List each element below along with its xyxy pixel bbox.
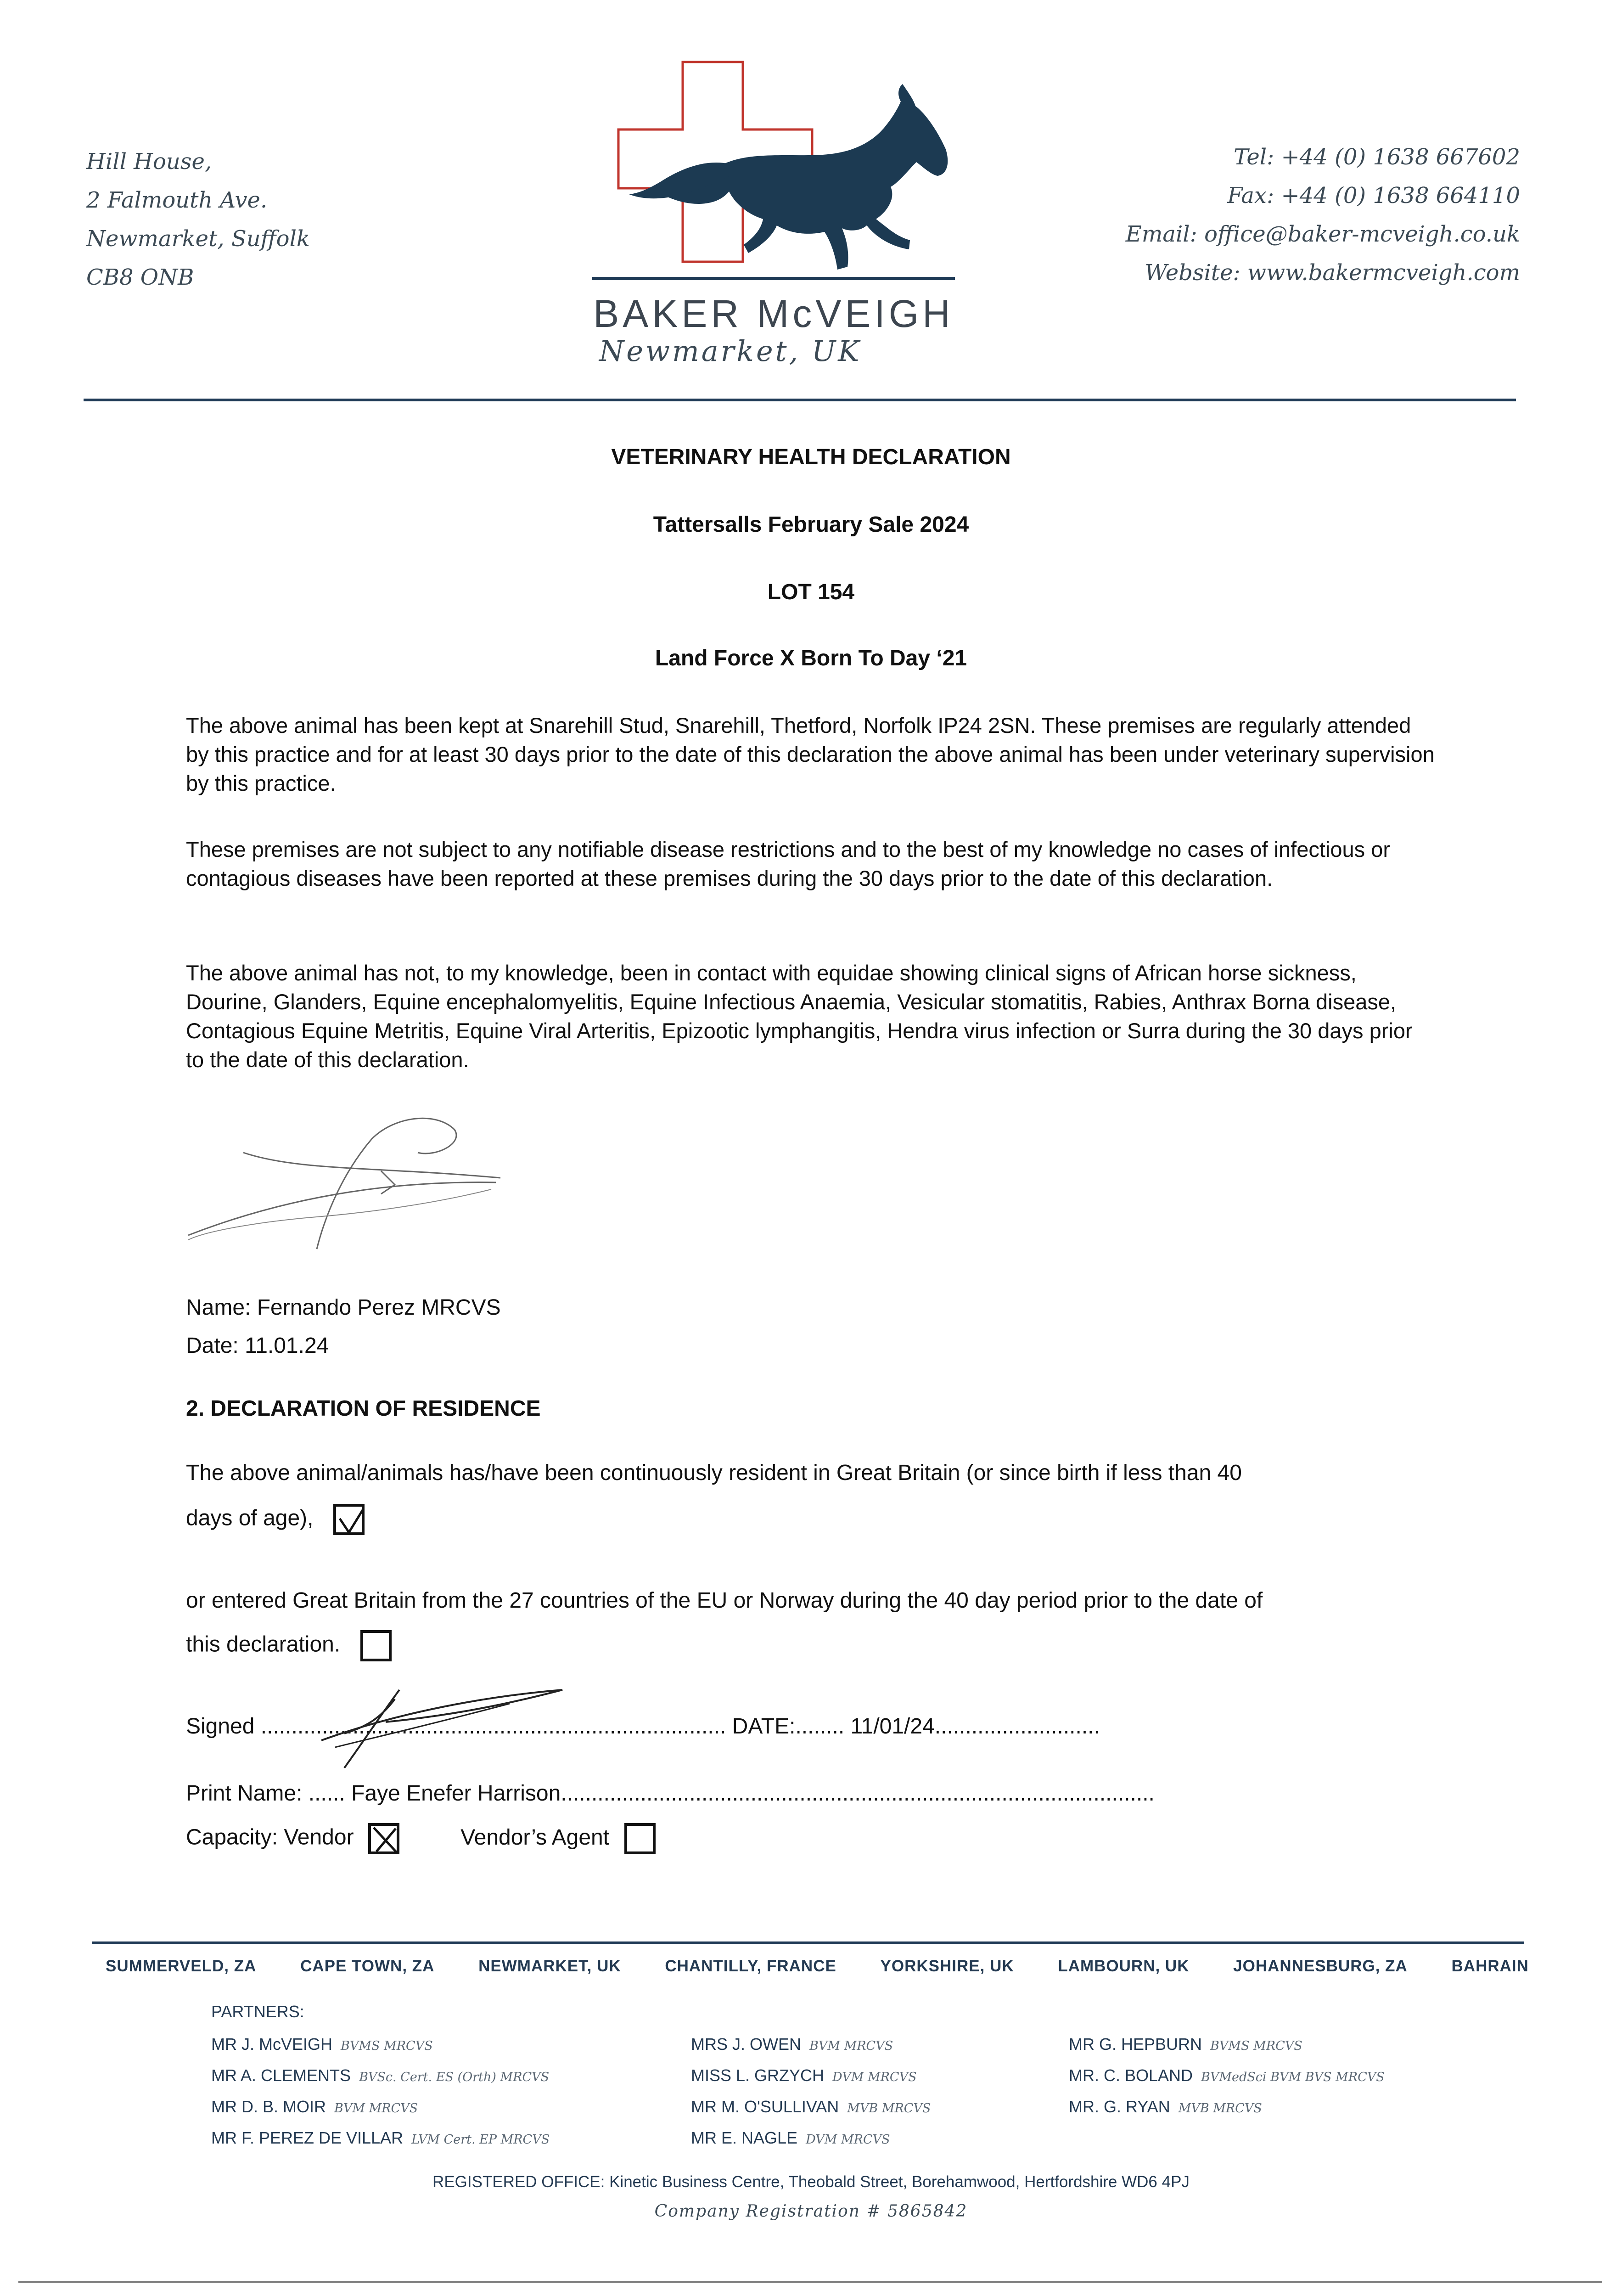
entered-checkbox[interactable]: [360, 1630, 392, 1661]
paragraph-premises: The above animal has been kept at Snarehill Stud, Snarehill, Thetford, Norfolk IP24 2SN. These premises are regularly attended by this practice and for at least 30 days prior to the date of this declaration the above animal has been under veterinary supervision by this practice.: [186, 713, 1435, 795]
partners-label: PARTNERS:: [211, 2002, 304, 2021]
office-locations: [106, 1957, 1529, 1975]
partner-entry: MR. C. BOLAND BVMedSci BVM BVS MRCVS: [1069, 2066, 1385, 2085]
capacity-label: Capacity: Vendor: [186, 1825, 354, 1850]
brand-name: BAKER McVEIGH: [593, 292, 954, 335]
email-address: Email: office@baker-mcveigh.co.uk: [1125, 221, 1520, 247]
partners-column-1: [211, 2029, 550, 2154]
agent-label: Vendor’s Agent: [460, 1825, 610, 1850]
residence-line-4: this declaration.: [186, 1632, 341, 1657]
vet-date: Date: 11.01.24: [186, 1334, 329, 1358]
footer-rule: [92, 1941, 1524, 1944]
partner-entry: MR. G. RYAN MVB MRCVS: [1069, 2097, 1262, 2116]
residence-heading: 2. DECLARATION OF RESIDENCE: [186, 1396, 541, 1421]
document-title: VETERINARY HEALTH DECLARATION: [611, 445, 1011, 469]
registered-office: REGISTERED OFFICE: Kinetic Business Centre, Theobald Street, Borehamwood, Hertfordshire WD6 4PJ: [432, 2173, 1190, 2191]
fax-number: Fax: +44 (0) 1638 664110: [1227, 183, 1520, 208]
vendor-checkbox[interactable]: [368, 1823, 399, 1854]
horse-name: Land Force X Born To Day ‘21: [655, 646, 967, 670]
address-line: 2 Falmouth Ave.: [86, 187, 268, 213]
paragraph-contact-equidae: The above animal has not, to my knowledge, been in contact with equidae showing clinical signs of African horse sickness, Dourine, Glanders, Equine encephalomyelitis, Equine Infectious Anaemia, Vesicular stomatitis, Rabies, Anthrax Borna disease, Contagious Equine Metritis, Equine Viral Arteritis, Epizootic lymphangitis, Hendra virus infection or Surra during the 30 days prior to the date of this declaration.: [186, 961, 1413, 1072]
partner-entry: MR A. CLEMENTS BVSc. Cert. ES (Orth) MRCVS: [211, 2066, 550, 2085]
address-line: Newmarket, Suffolk: [86, 226, 310, 252]
phone-number: Tel: +44 (0) 1638 667602: [1234, 144, 1520, 170]
location-item: BAHRAIN: [1451, 1957, 1529, 1975]
x-mark-icon: [369, 1824, 401, 1856]
website-address: Website: www.bakermcveigh.com: [1145, 260, 1520, 286]
paragraph-disease-restrictions: These premises are not subject to any notifiable disease restrictions and to the best of my knowledge no cases of infectious or contagious diseases have been reported at these premises during the 30 days prior to the date of this declaration.: [186, 837, 1390, 890]
partner-entry: MR F. PEREZ DE VILLAR LVM Cert. EP MRCVS: [211, 2128, 550, 2147]
partner-entry: MR D. B. MOIR BVM MRCVS: [211, 2097, 418, 2116]
capacity-row: [186, 1823, 656, 1854]
partner-entry: MISS L. GRZYCH DVM MRCVS: [691, 2066, 917, 2085]
signed-dots: ...................................................................: [315, 1714, 726, 1739]
logo-underline: [592, 277, 955, 280]
location-item: YORKSHIRE, UK: [880, 1957, 1014, 1975]
location-item: LAMBOURN, UK: [1058, 1957, 1190, 1975]
location-item: CHANTILLY, FRANCE: [665, 1957, 836, 1975]
agent-checkbox[interactable]: [624, 1823, 656, 1854]
partners-column-2: [691, 2029, 931, 2154]
location-item: CAPE TOWN, ZA: [300, 1957, 435, 1975]
signed-label: Signed .........: [186, 1714, 316, 1739]
partner-entry: MR G. HEPBURN BVMS MRCVS: [1069, 2035, 1302, 2054]
partner-entry: MR M. O'SULLIVAN MVB MRCVS: [691, 2097, 931, 2116]
residence-line-2-row: [186, 1504, 365, 1535]
vendor-signature: [317, 1681, 574, 1773]
lot-number: LOT 154: [767, 580, 855, 604]
partner-entry: MRS J. OWEN BVM MRCVS: [691, 2035, 893, 2054]
header-rule: [84, 399, 1516, 401]
check-mark-icon: [334, 1505, 366, 1537]
partner-entry: MR J. McVEIGH BVMS MRCVS: [211, 2035, 433, 2054]
bottom-rule: [18, 2281, 1602, 2283]
address-line: CB8 ONB: [86, 264, 194, 290]
location-item: SUMMERVELD, ZA: [106, 1957, 257, 1975]
practice-contact: [1126, 138, 1520, 292]
vet-name: Name: Fernando Perez MRCVS: [186, 1295, 501, 1320]
resident-checkbox[interactable]: [333, 1504, 365, 1535]
brand-location: Newmarket, UK: [599, 334, 862, 368]
residence-line-2: days of age),: [186, 1506, 314, 1531]
address-line: Hill House,: [86, 149, 212, 174]
partners-column-3: [1069, 2029, 1385, 2122]
location-item: JOHANNESBURG, ZA: [1233, 1957, 1408, 1975]
signed-date: DATE:........ 11/01/24...........................: [726, 1714, 1100, 1739]
vet-signature: [179, 1102, 519, 1258]
residence-line-4-row: [186, 1630, 392, 1661]
company-registration: Company Registration # 5865842: [654, 2202, 968, 2221]
practice-address: [86, 142, 310, 297]
print-name: Print Name: ...... Faye Enefer Harrison.................................................................................................: [186, 1781, 1155, 1806]
partner-entry: MR E. NAGLE DVM MRCVS: [691, 2128, 890, 2147]
sale-name: Tattersalls February Sale 2024: [653, 512, 969, 537]
residence-line-3: or entered Great Britain from the 27 countries of the EU or Norway during the 40 day period prior to the date of: [186, 1588, 1263, 1613]
residence-line-1: The above animal/animals has/have been continuously resident in Great Britain (or since birth if less than 40: [186, 1461, 1242, 1485]
baker-mcveigh-logo: [592, 57, 982, 287]
location-item: NEWMARKET, UK: [478, 1957, 621, 1975]
